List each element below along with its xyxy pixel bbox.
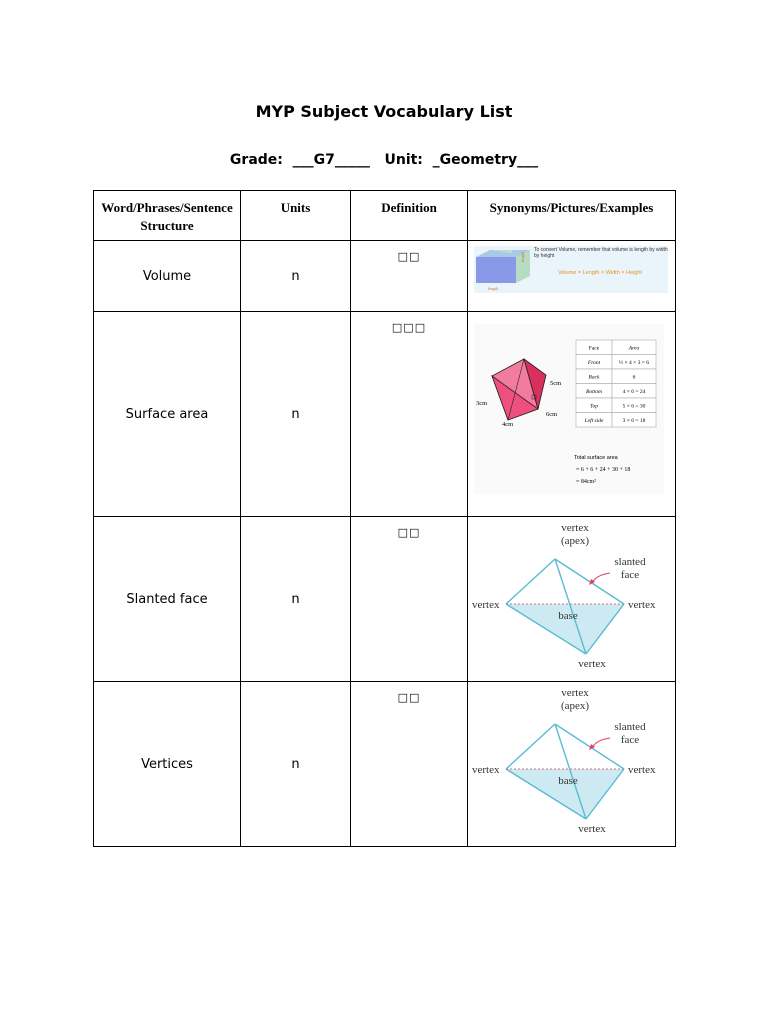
units-cell: n [241, 682, 351, 847]
pyramid-image-2 [468, 682, 674, 842]
total-label: Total surface area [574, 455, 618, 461]
apex-paren-label: (apex) [560, 535, 590, 547]
length-label: length [488, 286, 498, 291]
base-label: base [558, 610, 578, 622]
table-row [94, 312, 676, 517]
volume-formula: Volume = Length × Width × Height [558, 270, 642, 276]
total-line-2: = 84cm² [576, 479, 597, 485]
word-cell: Surface area [94, 312, 241, 517]
example-cell [468, 682, 676, 847]
apex-label: vertex [561, 522, 589, 534]
dim-4cm: 4cm [502, 421, 514, 428]
left-vertex-label: vertex [472, 599, 500, 611]
face-name-cell: Top [589, 403, 599, 410]
units-cell: n [241, 312, 351, 517]
example-cell [468, 241, 676, 312]
definition-cell [351, 517, 468, 682]
right-vertex-label: vertex [628, 599, 656, 611]
pyramid-image-1 [468, 517, 674, 677]
face-name-cell: Bottom [586, 389, 602, 395]
dim-6cm: 6cm [546, 411, 558, 418]
face-area-cell: Area [628, 345, 640, 352]
slanted-label: slanted [614, 556, 646, 568]
example-cell [468, 312, 676, 517]
vocabulary-table [93, 190, 676, 847]
definition-text: □□ [397, 250, 421, 263]
face-area-cell: ½ × 4 × 3 = 6 [619, 360, 649, 366]
apex-label: vertex [561, 687, 589, 699]
total-line-1: = 6 + 6 + 24 + 30 + 18 [576, 467, 631, 473]
definition-cell [351, 682, 468, 847]
dim-3cm: 3cm [476, 400, 488, 407]
volume-box-image [468, 241, 674, 307]
face-name-cell: Back [588, 374, 600, 381]
face-area-cell: 6 [632, 374, 636, 381]
word-cell: Slanted face [94, 517, 241, 682]
prism-surface-area-image [468, 312, 674, 512]
slanted-face-label: face [620, 569, 640, 581]
units-cell: n [241, 517, 351, 682]
definition-cell [351, 312, 468, 517]
face-area-cell: 5 × 6 = 30 [622, 403, 646, 410]
slanted-label: slanted [614, 721, 646, 733]
right-vertex-label: vertex [628, 764, 656, 776]
face-area-cell: 3 × 6 = 18 [622, 418, 646, 424]
face-name-cell: Front [587, 360, 601, 366]
bottom-vertex-label: vertex [578, 658, 606, 670]
grade-unit-line: Grade: ___G7_____ Unit: _Geometry___ [229, 152, 539, 168]
height-label: height [520, 252, 525, 262]
header-examples: Synonyms/Pictures/Examples [468, 191, 676, 241]
table-header-row [94, 191, 676, 241]
definition-text: □□ [397, 526, 421, 539]
volume-note: To convert Volume, remember that volume is length by width by height [534, 247, 668, 259]
word-cell: Volume [94, 241, 241, 312]
page-title: MYP Subject Vocabulary List [255, 102, 513, 121]
header-units: Units [241, 191, 351, 241]
definition-cell [351, 241, 468, 312]
base-label: base [558, 775, 578, 787]
face-name-cell: Face [588, 345, 600, 352]
header-word: Word/Phrases/Sentence Structure [94, 191, 241, 241]
slanted-face-label: face [620, 734, 640, 746]
units-cell: n [241, 241, 351, 312]
header-definition: Definition [351, 191, 468, 241]
definition-text: □□ [397, 691, 421, 704]
face-area-table [576, 340, 656, 427]
word-cell: Vertices [94, 682, 241, 847]
bottom-vertex-label: vertex [578, 823, 606, 835]
dim-5cm: 5cm [550, 380, 562, 387]
apex-paren-label: (apex) [560, 700, 590, 712]
table-row [94, 241, 676, 312]
face-area-cell: 4 × 6 = 24 [622, 389, 646, 395]
definition-text: □□□ [391, 321, 427, 334]
table-row [94, 517, 676, 682]
face-name-cell: Left side [584, 418, 604, 424]
left-vertex-label: vertex [472, 764, 500, 776]
table-row [94, 682, 676, 847]
example-cell [468, 517, 676, 682]
